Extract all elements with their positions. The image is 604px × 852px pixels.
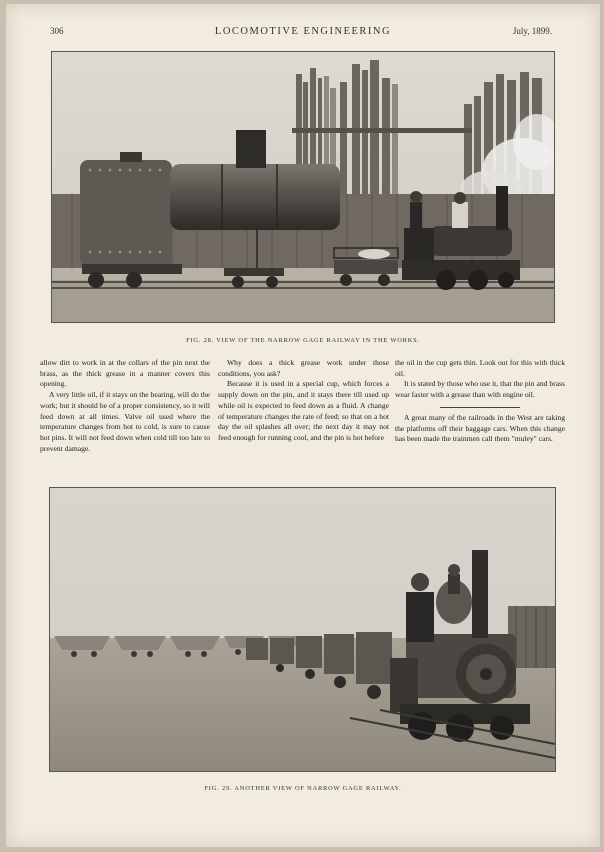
page-number: 306	[50, 26, 64, 36]
figure-28-caption: FIG. 28. VIEW OF THE NARROW GAGE RAILWAY IN THE WORKS.	[186, 337, 420, 344]
page-header	[6, 26, 600, 40]
journal-title: LOCOMOTIVE ENGINEERING	[214, 26, 392, 37]
paragraph: the oil in the cup gets thin. Look out for this with thick oil.	[395, 358, 565, 378]
paragraph: A great many of the railroads in the West are taking the platforms off their baggage cars. When this change has been made the trainmen call them "muley" cars.	[395, 412, 565, 444]
paragraph: A very little oil, if it stays on the bearing, will do the work; but it should be of a proper consistency, so it will feed down at all times. Valve oil used where the temperature changes from hot to cold, is sure to cause hot pins. It will not feed down when cold till too late to prevent damage.	[40, 390, 210, 453]
column-divider-rule	[440, 407, 520, 408]
figure-28-photo	[51, 51, 555, 323]
paragraph: allow dirt to work in at the collars of the pin next the brass, as the thick grease in a manner covers this opening.	[40, 358, 210, 389]
article-column-2	[218, 358, 389, 444]
figure-28-illustration	[52, 52, 554, 322]
magazine-page	[6, 4, 600, 847]
paragraph: It is stated by those who use it, that the pin and brass wear faster with a grease than with engine oil.	[395, 379, 565, 400]
paragraph: Why does a thick grease work under those conditions, you ask?	[218, 358, 389, 378]
figure-29-photo	[49, 487, 556, 772]
paragraph: Because it is used in a special cup, which forces a supply down on the pin, and it stays there till used up while oil is expected to feed down as a fluid. A change of temperature changes the rate of feed; so that on a hot day the oil splashes all over; the next day it may not feed enough for running cool, and the pin is hot before	[218, 379, 389, 442]
article-column-1	[40, 358, 210, 454]
issue-date: July, 1899.	[512, 26, 552, 36]
article-column-3	[395, 358, 565, 445]
figure-29-illustration	[50, 488, 555, 771]
figure-29-caption: FIG. 29. ANOTHER VIEW OF NARROW GAGE RAILWAY.	[204, 785, 402, 792]
